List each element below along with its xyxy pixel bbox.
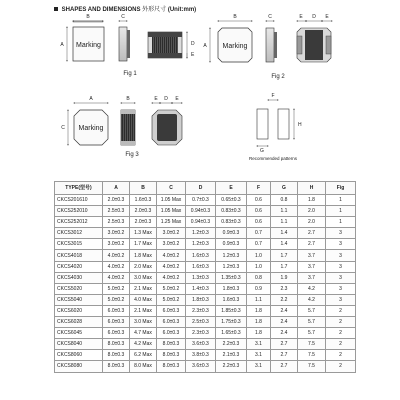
table-cell: 1.2±0.3 <box>216 261 247 272</box>
fig2-marking-text: Marking <box>222 43 248 50</box>
fig2-side-view <box>266 14 277 62</box>
header-g: G <box>271 182 298 195</box>
table-cell: 6.0±0.3 <box>103 328 130 339</box>
table-cell: 2.7 <box>271 350 298 361</box>
table-row <box>55 339 356 350</box>
table-cell: 1.1 <box>271 217 298 228</box>
cell-type: CKCS3015 <box>55 239 103 250</box>
table-cell: 1.2±0.3 <box>186 228 216 239</box>
fig3-label: Fig 3 <box>125 152 139 158</box>
table-cell: 7.5 <box>298 361 326 372</box>
table-row <box>55 261 356 272</box>
table-cell: 1.8 <box>247 305 271 316</box>
table-cell: 2.0±0.3 <box>130 217 157 228</box>
table-cell: 8.0±0.3 <box>157 350 186 361</box>
table-cell: 3.0 Max <box>130 272 157 283</box>
header-c: C <box>157 182 186 195</box>
table-cell: 1.0 <box>247 250 271 261</box>
cell-type: CKCS6028 <box>55 317 103 328</box>
table-cell: 1.7 <box>271 261 298 272</box>
header-a: A <box>103 182 130 195</box>
table-cell: 2.2 <box>271 294 298 305</box>
table-cell: 4.0±0.2 <box>157 261 186 272</box>
table-cell: 0.7 <box>247 239 271 250</box>
table-cell: 5.0±0.2 <box>103 294 130 305</box>
table-cell: 1.05 Max <box>157 195 186 206</box>
table-row <box>55 361 356 372</box>
header-h: H <box>298 182 326 195</box>
table-cell: 3.6±0.3 <box>186 361 216 372</box>
fig3-side-view <box>121 96 135 145</box>
table-cell: 2.0±0.3 <box>103 195 130 206</box>
table-cell: 1.0 <box>247 261 271 272</box>
header-fig: Fig <box>326 182 356 195</box>
table-cell: 4.0±0.2 <box>103 272 130 283</box>
table-row <box>55 228 356 239</box>
table-cell: 1.3±0.3 <box>186 272 216 283</box>
table-cell: 2.5±0.3 <box>186 317 216 328</box>
table-row <box>55 195 356 206</box>
table-cell: 3 <box>326 261 356 272</box>
cell-type: CKCS3012 <box>55 228 103 239</box>
fig1-end-view <box>148 32 195 58</box>
table-cell: 0.8 <box>247 272 271 283</box>
dim-a-label-fig3: A <box>89 96 93 102</box>
table-cell: 3.7 <box>298 261 326 272</box>
table-cell: 4.2 <box>298 283 326 294</box>
dim-b-label-fig1: B <box>86 14 90 20</box>
table-row <box>55 317 356 328</box>
table-cell: 8.0±0.3 <box>103 350 130 361</box>
cell-type: CKCS4030 <box>55 272 103 283</box>
table-cell: 8.0±0.3 <box>157 361 186 372</box>
table-cell: 8.0±0.3 <box>157 339 186 350</box>
table-cell: 1.25 Max <box>157 217 186 228</box>
table-row <box>55 250 356 261</box>
table-cell: 1 <box>326 217 356 228</box>
table-cell: 5.0±0.2 <box>157 294 186 305</box>
table-cell: 1.05 Max <box>157 206 186 217</box>
table-cell: 2.1 Max <box>130 283 157 294</box>
table-cell: 0.6 <box>247 217 271 228</box>
table-cell: 2.2±0.3 <box>216 339 247 350</box>
dim-g-label: G <box>260 148 264 154</box>
dim-d-label-fig2: D <box>312 14 316 20</box>
table-cell: 2.5±0.3 <box>103 206 130 217</box>
table-row <box>55 272 356 283</box>
table-cell: 1.4±0.3 <box>186 283 216 294</box>
table-row <box>55 217 356 228</box>
header-b: B <box>130 182 157 195</box>
table-cell: 0.8 <box>271 195 298 206</box>
table-cell: 2 <box>326 305 356 316</box>
heading-chinese: 外形尺寸 <box>142 7 167 13</box>
recommended-patterns-label: Recommended patterns <box>248 156 298 161</box>
table-cell: 3.1 <box>247 350 271 361</box>
table-cell: 1.6±0.3 <box>130 195 157 206</box>
table-cell: 3.8±0.3 <box>186 350 216 361</box>
cell-type: CKCS5020 <box>55 283 103 294</box>
table-cell: 2.5±0.3 <box>103 217 130 228</box>
table-cell: 1.3 Max <box>130 228 157 239</box>
table-cell: 1.8±0.3 <box>216 283 247 294</box>
heading-unit: (Unit:mm) <box>167 7 197 13</box>
table-cell: 1.6±0.3 <box>186 261 216 272</box>
table-cell: 3.0±0.2 <box>157 239 186 250</box>
table-cell: 1.6±0.3 <box>216 294 247 305</box>
fig1-label: Fig 1 <box>123 71 137 77</box>
cell-type: CKCS5040 <box>55 294 103 305</box>
table-cell: 4.0 Max <box>130 294 157 305</box>
table-cell: 6.0±0.3 <box>157 328 186 339</box>
table-cell: 3.7 <box>298 250 326 261</box>
table-cell: 6.0±0.3 <box>103 317 130 328</box>
dim-c-label-fig3: C <box>61 125 65 131</box>
table-cell: 1.65±0.3 <box>216 328 247 339</box>
table-cell: 8.0 Max <box>130 361 157 372</box>
table-cell: 3.0±0.2 <box>103 239 130 250</box>
dim-a-label-fig1: A <box>60 42 64 48</box>
dim-c-label-fig2: C <box>268 14 272 20</box>
fig1-marking-text: Marking <box>76 42 101 49</box>
table-cell: 1.8 Max <box>130 250 157 261</box>
table-cell: 1.8 <box>298 195 326 206</box>
fig3-end-view <box>152 96 182 145</box>
table-cell: 2 <box>326 317 356 328</box>
table-cell: 2 <box>326 361 356 372</box>
header-f: F <box>247 182 271 195</box>
table-cell: 1.35±0.3 <box>216 272 247 283</box>
table-cell: 4.0±0.2 <box>103 261 130 272</box>
table-cell: 3 <box>326 272 356 283</box>
fig2-label: Fig 2 <box>271 74 285 80</box>
table-cell: 2.2±0.3 <box>216 361 247 372</box>
fig2-top-view <box>203 14 252 62</box>
table-cell: 2.3 <box>271 283 298 294</box>
table-cell: 1.2±0.3 <box>216 250 247 261</box>
table-cell: 2.4 <box>271 317 298 328</box>
table-cell: 2.0±0.3 <box>130 206 157 217</box>
dim-h-label: H <box>298 122 302 128</box>
table-cell: 1.2±0.3 <box>186 239 216 250</box>
table-cell: 0.9 <box>247 283 271 294</box>
table-cell: 0.7 <box>247 228 271 239</box>
dim-d-label-fig1: D <box>191 41 195 47</box>
pad-left <box>257 109 268 139</box>
dim-d-label-fig3: D <box>164 96 168 102</box>
table-cell: 2.0 <box>298 206 326 217</box>
table-cell: 1.1 <box>271 206 298 217</box>
table-cell: 0.94±0.3 <box>186 217 216 228</box>
table-cell: 2.3±0.3 <box>186 305 216 316</box>
table-row <box>55 305 356 316</box>
table-cell: 2.7 <box>298 239 326 250</box>
table-cell: 0.7±0.3 <box>186 195 216 206</box>
dim-e2-label-fig2: E <box>325 14 329 20</box>
table-cell: 0.94±0.3 <box>186 206 216 217</box>
table-cell: 3.6±0.3 <box>186 339 216 350</box>
table-cell: 1.7 Max <box>130 239 157 250</box>
table-cell: 3 <box>326 228 356 239</box>
dim-b-label-fig2: B <box>233 14 237 20</box>
table-cell: 2.7 <box>271 339 298 350</box>
table-cell: 1.8 <box>247 317 271 328</box>
table-cell: 6.0±0.3 <box>157 305 186 316</box>
cell-type: CKCS6045 <box>55 328 103 339</box>
table-cell: 3.0 Max <box>130 317 157 328</box>
dim-c-label-fig1: C <box>121 14 125 20</box>
table-cell: 3.7 <box>298 272 326 283</box>
table-cell: 0.83±0.3 <box>216 217 247 228</box>
table-row <box>55 350 356 361</box>
table-cell: 3.0±0.2 <box>103 228 130 239</box>
table-cell: 3 <box>326 239 356 250</box>
dim-e-label-fig3: E <box>154 96 158 102</box>
table-cell: 2.0 <box>298 217 326 228</box>
fig3-marking-text: Marking <box>78 125 104 132</box>
heading-title: SHAPES AND DIMENSIONS <box>61 7 141 13</box>
dim-e-label-fig1: E <box>191 52 195 58</box>
table-cell: 6.2 Max <box>130 350 157 361</box>
table-row <box>55 239 356 250</box>
table-cell: 5.0±0.2 <box>103 283 130 294</box>
table-cell: 0.9±0.3 <box>216 228 247 239</box>
cell-type: CKCS8060 <box>55 350 103 361</box>
table-cell: 4.0±0.2 <box>157 250 186 261</box>
table-cell: 8.0±0.3 <box>103 361 130 372</box>
cell-type: CKCS4018 <box>55 250 103 261</box>
table-cell: 1.4 <box>271 239 298 250</box>
header-e: E <box>216 182 247 195</box>
header-type: TYPE(型号) <box>55 182 103 195</box>
table-cell: 2 <box>326 350 356 361</box>
fig1-top-view <box>60 14 104 61</box>
table-row <box>55 283 356 294</box>
table-cell: 2.1 Max <box>130 305 157 316</box>
table-cell: 1.7 <box>271 250 298 261</box>
fig1-side-view <box>119 14 130 61</box>
table-cell: 8.0±0.3 <box>103 339 130 350</box>
table-cell: 3 <box>326 294 356 305</box>
table-cell: 2.3±0.3 <box>186 328 216 339</box>
table-cell: 3.0±0.2 <box>157 228 186 239</box>
recommended-patterns <box>249 93 302 161</box>
cell-type: CKCS4020 <box>55 261 103 272</box>
cell-type: CKCS8040 <box>55 339 103 350</box>
table-cell: 0.6 <box>247 195 271 206</box>
table-cell: 1 <box>326 195 356 206</box>
table-cell: 5.0±0.2 <box>157 283 186 294</box>
table-cell: 2.1±0.3 <box>216 350 247 361</box>
table-cell: 3 <box>326 283 356 294</box>
table-cell: 3.1 <box>247 339 271 350</box>
table-cell: 6.0±0.3 <box>157 317 186 328</box>
header-d: D <box>186 182 216 195</box>
dim-e-label-fig2: E <box>299 14 303 20</box>
table-cell: 7.5 <box>298 339 326 350</box>
table-cell: 4.7 Max <box>130 328 157 339</box>
dim-e2-label-fig3: E <box>175 96 179 102</box>
table-cell: 1.8±0.3 <box>186 294 216 305</box>
table-cell: 0.6 <box>247 206 271 217</box>
table-cell: 5.7 <box>298 305 326 316</box>
table-cell: 2.0 Max <box>130 261 157 272</box>
table-cell: 4.0±0.2 <box>157 272 186 283</box>
table-cell: 4.0±0.2 <box>103 250 130 261</box>
cell-type: CKCS8080 <box>55 361 103 372</box>
table-cell: 1.1 <box>247 294 271 305</box>
dimension-drawings <box>0 0 400 175</box>
table-row <box>55 206 356 217</box>
table-cell: 1.8 <box>247 328 271 339</box>
table-cell: 1.6±0.3 <box>186 250 216 261</box>
table-cell: 6.0±0.3 <box>103 305 130 316</box>
table-cell: 2.7 <box>298 228 326 239</box>
table-cell: 1.4 <box>271 228 298 239</box>
table-row <box>55 294 356 305</box>
table-cell: 7.5 <box>298 350 326 361</box>
table-cell: 3.1 <box>247 361 271 372</box>
fig3-top-view <box>61 96 108 145</box>
cell-type: CKCS252012 <box>55 217 103 228</box>
table-cell: 1 <box>326 206 356 217</box>
fig2-end-view <box>297 14 332 62</box>
dim-f-label: F <box>271 93 275 99</box>
table-cell: 4.2 <box>298 294 326 305</box>
table-cell: 1.75±0.3 <box>216 317 247 328</box>
table-header-row <box>55 182 356 195</box>
dimensions-table <box>54 181 356 373</box>
table-cell: 2.4 <box>271 328 298 339</box>
dim-b-label-fig3: B <box>126 96 130 102</box>
table-cell: 0.9±0.3 <box>216 239 247 250</box>
table-cell: 5.7 <box>298 328 326 339</box>
table-cell: 4.2 Max <box>130 339 157 350</box>
table-cell: 2 <box>326 339 356 350</box>
dim-a-label-fig2: A <box>203 43 207 49</box>
table-cell: 0.65±0.3 <box>216 195 247 206</box>
table-cell: 2 <box>326 328 356 339</box>
pad-right <box>278 109 289 139</box>
table-cell: 3 <box>326 250 356 261</box>
cell-type: CKCS201610 <box>55 195 103 206</box>
cell-type: CKCS6020 <box>55 305 103 316</box>
table-cell: 0.83±0.3 <box>216 206 247 217</box>
table-cell: 1.85±0.3 <box>216 305 247 316</box>
table-cell: 5.7 <box>298 317 326 328</box>
table-cell: 2.4 <box>271 305 298 316</box>
table-cell: 2.7 <box>271 361 298 372</box>
table-body <box>55 195 356 373</box>
cell-type: CKCS252010 <box>55 206 103 217</box>
table-cell: 1.9 <box>271 272 298 283</box>
table-row <box>55 328 356 339</box>
